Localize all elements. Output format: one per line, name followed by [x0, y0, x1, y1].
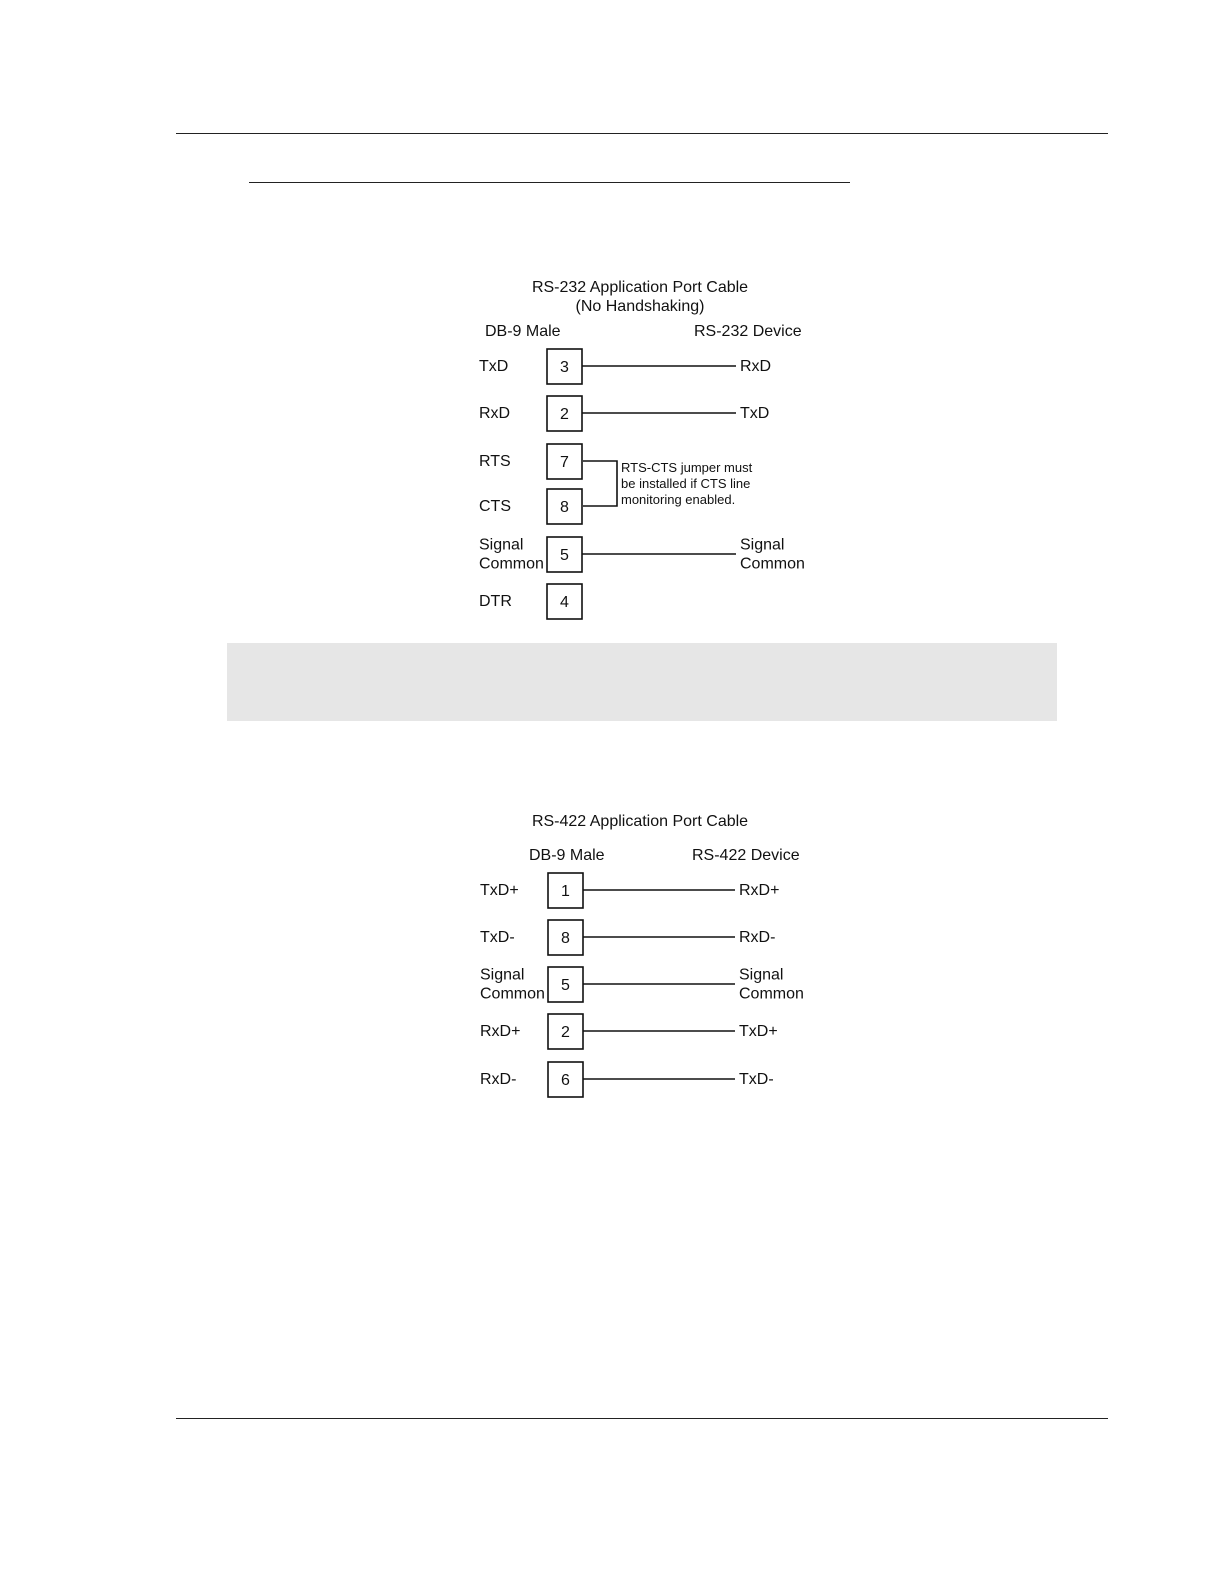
- pin-signal-label: RTS: [479, 453, 511, 470]
- device-signal-label: RxD-: [739, 929, 776, 946]
- pin-signal-label: Common: [479, 555, 544, 573]
- pin-box: [548, 873, 583, 908]
- pin-box: [547, 444, 582, 479]
- pin-box: [547, 349, 582, 384]
- pin-row: [480, 920, 775, 955]
- pin-signal-label: TxD+: [480, 882, 519, 899]
- rts-cts-jumper-note: [621, 460, 753, 507]
- device-signal-label: TxD-: [739, 1071, 774, 1088]
- pin-number: 1: [561, 883, 570, 900]
- rs232-right-header: RS-232 Device: [694, 323, 802, 340]
- rts-cts-jumper: [583, 461, 617, 506]
- rs422-title: RS-422 Application Port Cable: [531, 813, 749, 830]
- rs232-left-header: DB-9 Male: [485, 323, 561, 340]
- pin-signal-label: TxD-: [480, 929, 515, 946]
- pin-number: 7: [560, 454, 569, 471]
- pin-signal-label: CTS: [479, 498, 511, 515]
- device-signal-label: Signal: [740, 536, 785, 554]
- pin-number: 4: [560, 594, 569, 611]
- pin-signal-label: RxD-: [480, 1071, 517, 1088]
- pin-box: [548, 920, 583, 955]
- jumper-note-line: monitoring enabled.: [621, 492, 736, 507]
- device-signal-label: Signal: [739, 966, 784, 984]
- pin-row: [480, 967, 804, 1003]
- device-signal-label: RxD: [740, 358, 772, 375]
- device-signal-label: TxD: [740, 405, 770, 422]
- pin-signal-label: Signal: [480, 966, 525, 984]
- pin-box: [547, 537, 582, 572]
- pin-row: [479, 489, 582, 524]
- pin-box: [548, 1014, 583, 1049]
- pin-row: [479, 537, 805, 573]
- pin-row: [479, 349, 771, 384]
- device-signal-label: Common: [739, 985, 804, 1003]
- pin-signal-label: Common: [480, 985, 545, 1003]
- device-signal-label: Common: [740, 555, 805, 573]
- pin-signal-label: DTR: [479, 593, 512, 610]
- pin-signal-label: TxD: [479, 358, 509, 375]
- pin-row: [480, 873, 779, 908]
- rs232-title: RS-232 Application Port Cable: [531, 279, 749, 296]
- device-signal-label: TxD+: [739, 1023, 778, 1040]
- pin-row: [479, 584, 582, 619]
- pin-row: [480, 1014, 778, 1049]
- pin-box: [548, 967, 583, 1002]
- pin-signal-label: RxD: [479, 405, 511, 422]
- pin-number: 8: [561, 930, 570, 947]
- pin-row: [480, 1062, 774, 1097]
- pin-box: [547, 489, 582, 524]
- pin-number: 5: [561, 977, 570, 994]
- pin-row: [479, 396, 769, 431]
- jumper-note-line: RTS-CTS jumper must: [621, 460, 753, 475]
- pin-signal-label: Signal: [479, 536, 524, 554]
- pin-number: 5: [560, 547, 569, 564]
- device-signal-label: RxD+: [739, 882, 780, 899]
- pin-number: 8: [560, 499, 569, 516]
- pin-signal-label: RxD+: [480, 1023, 521, 1040]
- pin-box: [547, 396, 582, 431]
- rs232-subtitle: (No Handshaking): [575, 298, 705, 315]
- jumper-note-line: be installed if CTS line: [621, 476, 751, 491]
- pin-box: [548, 1062, 583, 1097]
- pin-box: [547, 584, 582, 619]
- pin-row: [479, 444, 582, 479]
- pin-number: 2: [560, 406, 569, 423]
- pin-number: 6: [561, 1072, 570, 1089]
- rs422-right-header: RS-422 Device: [692, 847, 800, 864]
- rs422-diagram: [480, 813, 804, 1097]
- rs422-left-header: DB-9 Male: [529, 847, 605, 864]
- pin-number: 2: [561, 1024, 570, 1041]
- rs232-diagram: [479, 279, 805, 619]
- pin-number: 3: [560, 359, 569, 376]
